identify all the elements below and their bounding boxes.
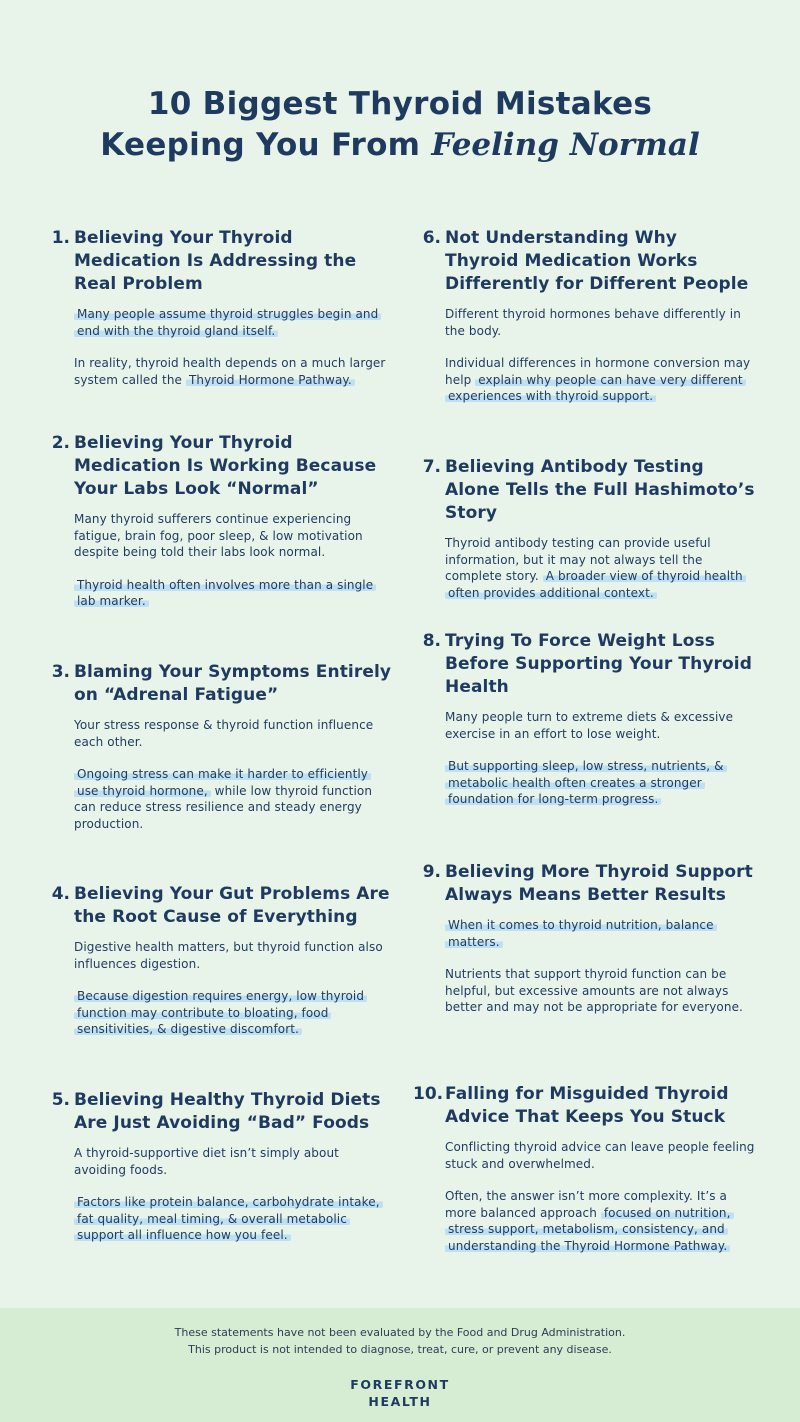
highlight: explain why people can have very different experiences with thyroid support. <box>445 373 746 404</box>
highlight: Many people assume thyroid struggles begin and end with the thyroid gland itself. <box>74 307 381 338</box>
item-paragraph-2: Individual differences in hormone conversion may help explain why people can have very different experiences with thyroid support. <box>445 356 751 403</box>
highlight: But supporting sleep, low stress, nutrients, & metabolic health often creates a stronger foundation for long-term progress. <box>445 759 727 806</box>
item-paragraph-2: Often, the answer isn’t more complexity. It’s a more balanced approach focused on nutrition, stress support, metabolism, consistency, and understanding the Thyroid Hormone Pathway. <box>445 1188 755 1254</box>
item-paragraph-1 <box>74 306 392 339</box>
title-line-2-script: Feeling Normal <box>431 127 700 163</box>
mistake-item-4 <box>51 883 392 1038</box>
item-heading: Believing Antibody Testing Alone Tells the Full Hashimoto’s Story <box>445 457 755 523</box>
item-paragraph-2 <box>74 1194 392 1244</box>
page-title <box>0 84 800 166</box>
item-paragraph-1: Many thyroid sufferers continue experiencing fatigue, brain fog, poor sleep, & low motivation despite being told their labs look normal. <box>74 512 363 559</box>
item-paragraph-2 <box>74 988 392 1038</box>
item-heading: Not Understanding Why Thyroid Medication Works Differently for Different People <box>445 228 749 294</box>
highlight: Factors like protein balance, carbohydrate intake, fat quality, meal timing, & overall metabolic support all influence how you feel. <box>74 1195 383 1242</box>
item-paragraph-1: Digestive health matters, but thyroid function also influences digestion. <box>74 940 383 971</box>
mistake-item-1 <box>51 227 392 388</box>
item-heading: Believing Your Thyroid Medication Is Working Because Your Labs Look “Normal” <box>74 433 377 499</box>
highlight: Thyroid Hormone Pathway. <box>186 373 355 387</box>
item-number: 10. <box>413 1084 444 1104</box>
item-paragraph-1: Your stress response & thyroid function influence each other. <box>74 718 374 749</box>
highlight: focused on nutrition, stress support, metabolism, consistency, and understanding the Thyroid Hormone Pathway. <box>445 1206 734 1253</box>
highlight: When it comes to thyroid nutrition, balance matters. <box>445 918 717 949</box>
highlight: Because digestion requires energy, low thyroid function may contribute to bloating, food sensitivities, & digestive discomfort. <box>74 989 367 1036</box>
title-line-2-prefix: Keeping You From <box>100 127 421 163</box>
item-paragraph-1: Many people turn to extreme diets & excessive exercise in an effort to lose weight. <box>445 710 734 741</box>
mistake-item-8 <box>422 630 755 808</box>
item-paragraph-1: Conflicting thyroid advice can leave people feeling stuck and overwhelmed. <box>445 1140 755 1171</box>
item-number: 4. <box>51 884 70 904</box>
highlight: Ongoing stress can make it harder to efficiently use thyroid hormone, <box>74 767 371 798</box>
mistake-item-7 <box>422 456 755 601</box>
mistake-item-3 <box>51 661 392 832</box>
item-heading: Blaming Your Symptoms Entirely on “Adrenal Fatigue” <box>74 662 392 705</box>
item-number: 5. <box>51 1090 70 1110</box>
item-number: 2. <box>51 433 70 453</box>
item-heading: Falling for Misguided Thyroid Advice That Keeps You Stuck <box>445 1084 729 1127</box>
footer <box>0 1308 800 1422</box>
item-number: 8. <box>422 631 441 651</box>
item-paragraph-1 <box>445 917 755 950</box>
item-heading: Believing Your Gut Problems Are the Root Cause of Everything <box>74 884 390 927</box>
item-number: 7. <box>422 457 441 477</box>
fda-disclaimer: These statements have not been evaluated by the Food and Drug Administration. This product is not intended to diagnose, treat, cure, or prevent any disease. <box>174 1326 626 1356</box>
item-paragraph-2: In reality, thyroid health depends on a much larger system called the Thyroid Hormone Pathway. <box>74 356 386 387</box>
item-number: 1. <box>51 228 70 248</box>
highlight: A broader view of thyroid health often provides additional context. <box>445 569 746 600</box>
item-paragraph-2 <box>445 758 755 808</box>
item-paragraph-1: Thyroid antibody testing can provide useful information, but it may not always tell the complete story. A broader view of thyroid health often provides additional context. <box>445 535 755 601</box>
item-paragraph-1: Different thyroid hormones behave differently in the body. <box>445 307 741 338</box>
item-number: 6. <box>422 228 441 248</box>
mistake-item-9 <box>422 861 755 1016</box>
item-heading: Trying To Force Weight Loss Before Supporting Your Thyroid Health <box>445 631 752 697</box>
mistake-item-6 <box>422 227 755 405</box>
item-heading: Believing Healthy Thyroid Diets Are Just Avoiding “Bad” Foods <box>74 1090 381 1133</box>
brand-logo: FOREFRONT HEALTH <box>350 1377 450 1409</box>
item-heading: Believing Your Thyroid Medication Is Addressing the Real Problem <box>74 228 357 294</box>
item-paragraph-2 <box>74 577 392 610</box>
item-number: 3. <box>51 662 70 682</box>
item-number: 9. <box>422 862 441 882</box>
highlight: Thyroid health often involves more than a single lab marker. <box>74 578 376 609</box>
title-line-1: 10 Biggest Thyroid Mistakes <box>147 86 653 122</box>
item-heading: Believing More Thyroid Support Always Means Better Results <box>445 862 753 905</box>
item-paragraph-2: Ongoing stress can make it harder to efficiently use thyroid hormone, while low thyroid function can reduce stress resilience and steady energy production. <box>74 767 373 831</box>
mistake-item-10 <box>413 1083 755 1254</box>
mistake-item-5 <box>51 1089 392 1244</box>
mistake-item-2 <box>51 432 392 610</box>
item-paragraph-1: A thyroid-supportive diet isn’t simply about avoiding foods. <box>74 1146 339 1177</box>
item-paragraph-2: Nutrients that support thyroid function can be helpful, but excessive amounts are not always better and may not be appropriate for everyone. <box>445 967 743 1014</box>
